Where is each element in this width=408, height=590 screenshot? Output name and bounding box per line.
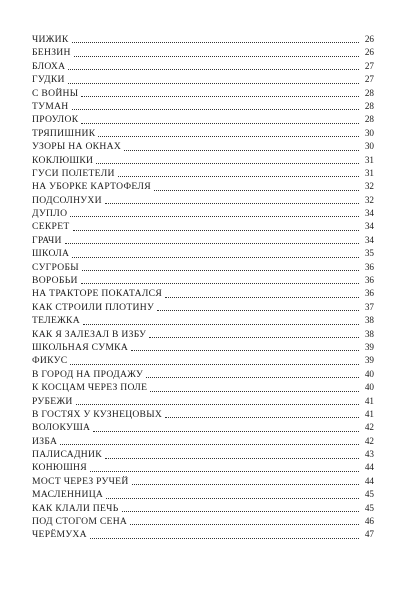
toc-entry-page-number: 26: [364, 47, 374, 58]
toc-entry-title: КАК СТРОИЛИ ПЛОТИНУ: [32, 301, 155, 313]
dot-leader: [90, 535, 359, 539]
dot-leader: [68, 66, 359, 70]
toc-entry-page-number: 28: [364, 87, 374, 98]
toc-entry-title: ПОДСОЛНУХИ: [32, 194, 102, 206]
toc-entry: [32, 368, 374, 381]
dot-leader: [96, 160, 359, 164]
toc-entry: [32, 488, 374, 501]
toc-entry: [32, 261, 374, 274]
toc-entry-page-number: 34: [364, 221, 374, 232]
dot-leader: [146, 374, 359, 378]
toc-entry-title: УЗОРЫ НА ОКНАХ: [32, 141, 122, 153]
toc-entry: [32, 220, 374, 233]
toc-entry-page-number: 30: [364, 141, 374, 152]
toc-entry-page-number: 40: [364, 382, 374, 393]
dot-leader: [72, 254, 359, 258]
toc-entry-title: НА УБОРКЕ КАРТОФЕЛЯ: [32, 181, 151, 193]
toc-entry-page-number: 37: [364, 301, 374, 312]
toc-entry-page-number: 41: [364, 395, 374, 406]
toc-entry: [32, 87, 374, 100]
toc-entry-page-number: 45: [364, 502, 374, 513]
toc-entry: [32, 247, 374, 260]
toc-entry-page-number: 26: [364, 33, 374, 44]
toc-entry: [32, 73, 374, 86]
toc-entry-page-number: 31: [364, 167, 374, 178]
toc-entry-title: ПОД СТОГОМ СЕНА: [32, 516, 128, 528]
toc-entry-title: ТЕЛЕЖКА: [32, 315, 80, 327]
dot-leader: [76, 401, 359, 405]
toc-entry-page-number: 44: [364, 475, 374, 486]
dot-leader: [105, 455, 359, 459]
toc-entry-page-number: 31: [364, 154, 374, 165]
toc-entry: [32, 395, 374, 408]
toc-entry: [32, 421, 374, 434]
toc-entry-title: СУГРОБЫ: [32, 261, 79, 273]
dot-leader: [124, 147, 359, 151]
toc-entry-title: СЕКРЕТ: [32, 221, 70, 233]
dot-leader: [93, 428, 359, 432]
dot-leader: [90, 468, 359, 472]
toc-entry: [32, 301, 374, 314]
toc-entry-title: ШКОЛЬНАЯ СУМКА: [32, 341, 129, 353]
dot-leader: [165, 414, 359, 418]
toc-entry: [32, 127, 374, 140]
toc-entry: [32, 328, 374, 341]
toc-entry-title: ФИКУС: [32, 355, 68, 367]
toc-entry-title: ВОЛОКУША: [32, 422, 91, 434]
toc-entry: [32, 180, 374, 193]
toc-entry: [32, 448, 374, 461]
toc-entry-page-number: 36: [364, 275, 374, 286]
dot-leader: [122, 508, 359, 512]
toc-entry-title: ЧЕРЁМУХА: [32, 529, 87, 541]
dot-leader: [72, 106, 359, 110]
table-of-contents: [32, 33, 374, 542]
toc-entry-title: ШКОЛА: [32, 248, 70, 260]
toc-entry-title: РУБЕЖИ: [32, 395, 73, 407]
dot-leader: [60, 441, 359, 445]
toc-entry-title: В ГОРОД НА ПРОДАЖУ: [32, 368, 144, 380]
toc-entry-page-number: 38: [364, 328, 374, 339]
dot-leader: [98, 133, 359, 137]
toc-entry-title: БЛОХА: [32, 60, 66, 72]
dot-leader: [130, 521, 359, 525]
toc-entry: [32, 33, 374, 46]
toc-entry-page-number: 27: [364, 74, 374, 85]
toc-entry-page-number: 38: [364, 315, 374, 326]
toc-entry: [32, 140, 374, 153]
toc-entry-page-number: 30: [364, 127, 374, 138]
toc-entry-page-number: 43: [364, 449, 374, 460]
toc-entry-page-number: 32: [364, 194, 374, 205]
toc-entry-title: ВОРОБЬИ: [32, 275, 78, 287]
toc-entry: [32, 462, 374, 475]
toc-entry: [32, 154, 374, 167]
toc-entry-page-number: 27: [364, 60, 374, 71]
dot-leader: [150, 388, 359, 392]
toc-entry-title: К КОСЦАМ ЧЕРЕЗ ПОЛЕ: [32, 382, 148, 394]
toc-entry-page-number: 42: [364, 422, 374, 433]
toc-entry-title: С ВОЙНЫ: [32, 87, 79, 99]
toc-entry: [32, 341, 374, 354]
toc-entry-title: ПРОУЛОК: [32, 114, 79, 126]
dot-leader: [65, 240, 359, 244]
dot-leader: [68, 80, 359, 84]
dot-leader: [154, 187, 359, 191]
dot-leader: [106, 495, 359, 499]
toc-entry: [32, 234, 374, 247]
toc-entry-title: ЧИЖИК: [32, 33, 69, 45]
toc-entry: [32, 207, 374, 220]
toc-entry-title: НА ТРАКТОРЕ ПОКАТАЛСЯ: [32, 288, 163, 300]
toc-entry-title: КОКЛЮШКИ: [32, 154, 94, 166]
toc-entry-title: ИЗБА: [32, 435, 58, 447]
toc-entry-title: ПАЛИСАДНИК: [32, 449, 102, 461]
toc-entry: [32, 113, 374, 126]
toc-entry-page-number: 45: [364, 489, 374, 500]
toc-entry: [32, 46, 374, 59]
dot-leader: [157, 307, 359, 311]
toc-entry: [32, 274, 374, 287]
toc-entry-page-number: 39: [364, 355, 374, 366]
dot-leader: [165, 294, 359, 298]
toc-entry-title: КАК Я ЗАЛЕЗАЛ В ИЗБУ: [32, 328, 147, 340]
dot-leader: [81, 93, 359, 97]
toc-entry-title: В ГОСТЯХ У КУЗНЕЦОВЫХ: [32, 408, 163, 420]
toc-entry: [32, 435, 374, 448]
toc-entry-title: ДУПЛО: [32, 208, 68, 220]
toc-entry-page-number: 46: [364, 516, 374, 527]
toc-entry: [32, 475, 374, 488]
toc-entry-page-number: 28: [364, 114, 374, 125]
toc-entry-title: ГУСИ ПОЛЕТЕЛИ: [32, 167, 115, 179]
toc-entry-page-number: 36: [364, 288, 374, 299]
toc-entry-page-number: 35: [364, 248, 374, 259]
toc-entry-page-number: 42: [364, 435, 374, 446]
dot-leader: [82, 267, 359, 271]
toc-entry-page-number: 39: [364, 341, 374, 352]
toc-entry: [32, 60, 374, 73]
dot-leader: [105, 200, 359, 204]
dot-leader: [81, 120, 359, 124]
dot-leader: [70, 361, 359, 365]
toc-entry: [32, 515, 374, 528]
toc-entry-page-number: 41: [364, 408, 374, 419]
toc-entry-page-number: 28: [364, 100, 374, 111]
toc-entry: [32, 287, 374, 300]
toc-entry: [32, 528, 374, 541]
toc-entry: [32, 167, 374, 180]
toc-entry: [32, 314, 374, 327]
toc-entry: [32, 354, 374, 367]
toc-entry-page-number: 44: [364, 462, 374, 473]
toc-entry-title: ТУМАН: [32, 100, 69, 112]
toc-entry-page-number: 34: [364, 234, 374, 245]
toc-entry-title: ГУДКИ: [32, 74, 65, 86]
toc-entry: [32, 194, 374, 207]
toc-entry-page-number: 36: [364, 261, 374, 272]
dot-leader: [73, 227, 359, 231]
toc-entry-title: КОНЮШНЯ: [32, 462, 87, 474]
toc-entry: [32, 408, 374, 421]
toc-entry: [32, 381, 374, 394]
toc-entry-page-number: 47: [364, 529, 374, 540]
dot-leader: [83, 321, 359, 325]
dot-leader: [72, 39, 359, 43]
toc-entry-title: КАК КЛАЛИ ПЕЧЬ: [32, 502, 119, 514]
dot-leader: [70, 213, 359, 217]
toc-entry-page-number: 34: [364, 208, 374, 219]
dot-leader: [149, 334, 359, 338]
toc-entry-title: ТРЯПИШНИК: [32, 127, 96, 139]
toc-entry-title: МОСТ ЧЕРЕЗ РУЧЕЙ: [32, 475, 129, 487]
toc-entry-page-number: 40: [364, 368, 374, 379]
toc-entry-title: БЕНЗИН: [32, 47, 71, 59]
dot-leader: [74, 53, 359, 57]
dot-leader: [81, 280, 359, 284]
dot-leader: [132, 481, 359, 485]
toc-entry-page-number: 32: [364, 181, 374, 192]
toc-entry: [32, 100, 374, 113]
dot-leader: [118, 173, 359, 177]
dot-leader: [131, 347, 359, 351]
toc-entry: [32, 502, 374, 515]
toc-entry-title: ГРАЧИ: [32, 234, 62, 246]
toc-entry-title: МАСЛЕННИЦА: [32, 489, 104, 501]
